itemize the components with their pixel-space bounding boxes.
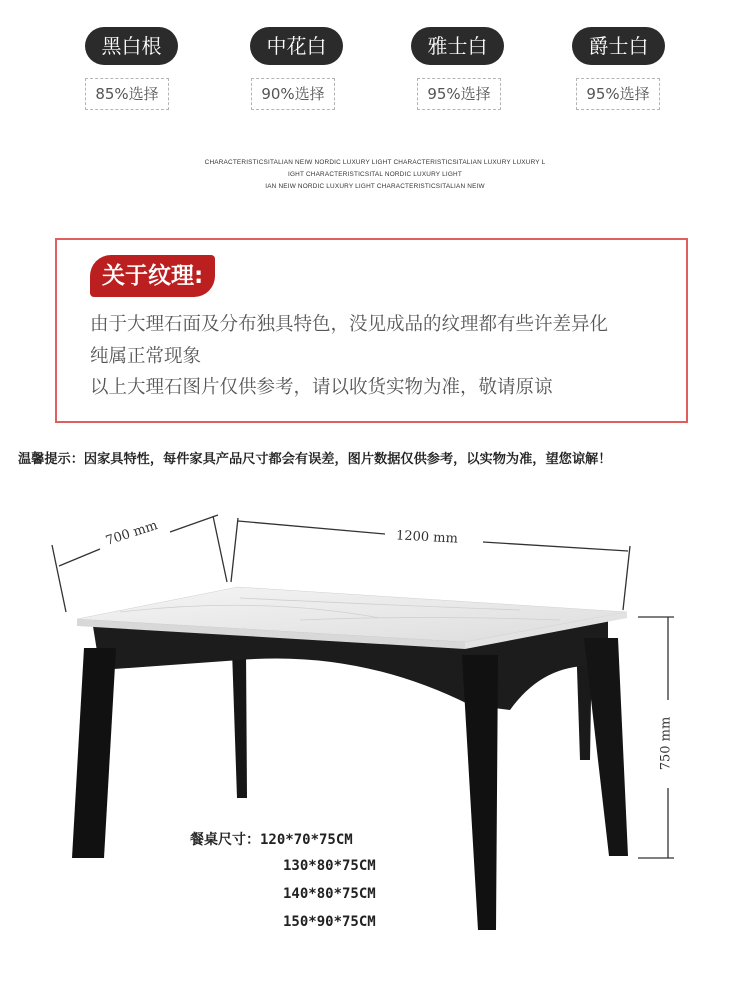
table-leg-front-right — [584, 638, 628, 856]
finish-percent: 95%选择 — [576, 78, 660, 110]
height-dimension-label: 750 mm — [658, 716, 674, 771]
table-size-4: 150*90*75CM — [283, 914, 376, 930]
reminder-text: 温馨提示：因家具特性，每件家具产品尺寸都会有误差，图片数据仅供参考，以实物为准，望您谅解！ — [18, 452, 612, 467]
table-size-2: 130*80*75CM — [283, 858, 376, 874]
finish-name-pill: 爵士白 — [572, 27, 665, 65]
finish-percent: 85%选择 — [85, 78, 169, 110]
texture-notice-title: 关于纹理: — [90, 255, 215, 297]
table-leg-back-left — [232, 650, 247, 798]
table-size-3: 140*80*75CM — [283, 886, 376, 902]
length-dimension-label: 1200 mm — [395, 528, 459, 547]
tagline-line-1: CHARACTERISTICSITALIAN NEIW NORDIC LUXURY LIGHT CHARACTERISTICSITALIAN LUXURY LUXURY L — [204, 159, 546, 166]
depth-dimension-label: 700 mm — [103, 518, 160, 549]
finish-name-pill: 雅士白 — [411, 27, 504, 65]
finish-name-pill: 黑白根 — [85, 27, 178, 65]
tagline-line-2: IGHT CHARACTERISTICSITAL NORDIC LUXURY LIGHT — [288, 171, 462, 178]
finish-name-pill: 中花白 — [250, 27, 343, 65]
finish-percent: 90%选择 — [251, 78, 335, 110]
table-leg-front-left — [72, 648, 116, 858]
table-size-1: 120*70*75CM — [260, 832, 353, 848]
tagline-line-3: IAN NEIW NORDIC LUXURY LIGHT CHARACTERISTICSITALIAN NEIW — [265, 183, 485, 190]
texture-notice-line-2: 纯属正常现象 — [90, 346, 202, 367]
table-size-label: 餐桌尺寸：120*70*75CM — [190, 832, 353, 848]
finish-percent: 95%选择 — [417, 78, 501, 110]
texture-notice-line-3: 以上大理石图片仅供参考，请以收货实物为准，敬请原谅 — [90, 377, 553, 398]
table-leg-front-center — [462, 655, 498, 930]
texture-notice-line-1: 由于大理石面及分布独具特色，没见成品的纹理都有些许差异化 — [90, 314, 609, 335]
